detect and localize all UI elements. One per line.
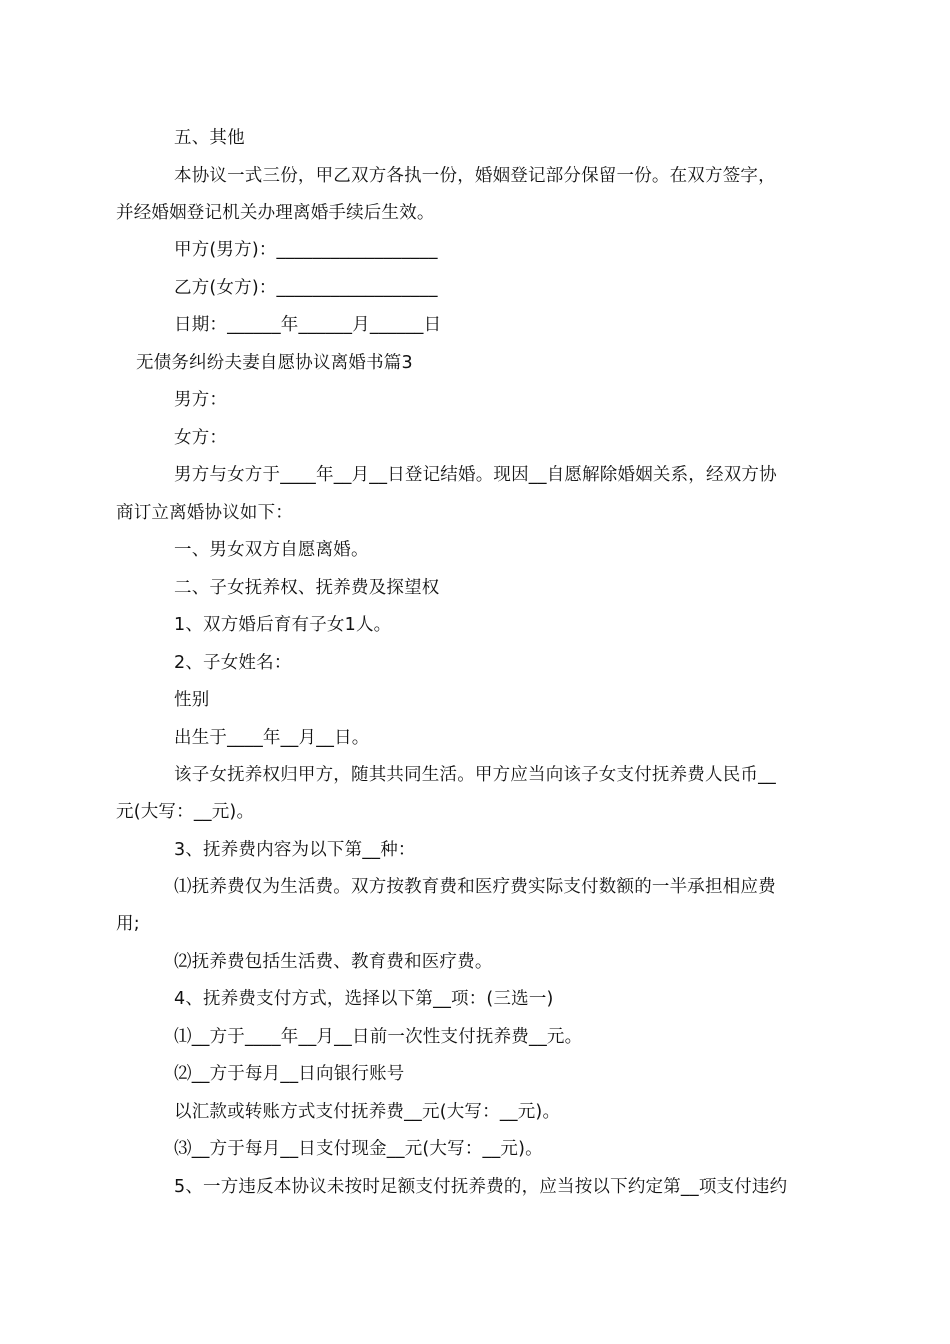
signature-date: 日期：______年______月______日 bbox=[174, 315, 442, 335]
signature-party-b: 乙方(女方)：__________________ bbox=[174, 278, 438, 298]
clause-item: 出生于____年__月__日。 bbox=[174, 728, 370, 748]
signature-party-a: 甲方(男方)：__________________ bbox=[174, 240, 438, 260]
paragraph-line: 商订立离婚协议如下： bbox=[116, 503, 293, 523]
clause-item: 以汇款或转账方式支付抚养费__元(大写：__元)。 bbox=[174, 1102, 561, 1122]
section-heading-other: 五、其他 bbox=[174, 128, 245, 148]
clause-item: 1、双方婚后育有子女1人。 bbox=[174, 615, 392, 635]
paragraph-line: 用; bbox=[116, 914, 140, 934]
clause-item: ⑵抚养费包括生活费、教育费和医疗费。 bbox=[174, 952, 493, 972]
clause-one: 一、男女双方自愿离婚。 bbox=[174, 540, 369, 560]
paragraph-line: 男方与女方于____年__月__日登记结婚。现因__自愿解除婚姻关系，经双方协 bbox=[174, 465, 777, 485]
paragraph-line: 元(大写：__元)。 bbox=[116, 802, 255, 822]
paragraph-line: 本协议一式三份，甲乙双方各执一份，婚姻登记部分保留一份。在双方签字， bbox=[174, 166, 776, 186]
paragraph-line: 该子女抚养权归甲方，随其共同生活。甲方应当向该子女支付抚养费人民币__ bbox=[174, 765, 776, 785]
man-label: 男方： bbox=[174, 390, 228, 410]
clause-item: ⑴__方于____年__月__日前一次性支付抚养费__元。 bbox=[174, 1027, 583, 1047]
paragraph-line: 并经婚姻登记机关办理离婚手续后生效。 bbox=[116, 203, 435, 223]
clause-item: 2、子女姓名： bbox=[174, 653, 292, 673]
clause-item: 性别 bbox=[174, 690, 210, 710]
document-title: 无债务纠纷夫妻自愿协议离婚书篇3 bbox=[136, 353, 413, 373]
clause-two: 二、子女抚养权、抚养费及探望权 bbox=[174, 578, 440, 598]
clause-item: 3、抚养费内容为以下第__种： bbox=[174, 840, 416, 860]
paragraph-line: ⑴抚养费仅为生活费。双方按教育费和医疗费实际支付数额的一半承担相应费 bbox=[174, 877, 776, 897]
woman-label: 女方： bbox=[174, 428, 228, 448]
clause-item: 5、一方违反本协议未按时足额支付抚养费的，应当按以下约定第__项支付违约 bbox=[174, 1177, 788, 1197]
clause-item: 4、抚养费支付方式，选择以下第__项：(三选一) bbox=[174, 989, 554, 1009]
clause-item: ⑶__方于每月__日支付现金__元(大写：__元)。 bbox=[174, 1139, 543, 1159]
clause-item: ⑵__方于每月__日向银行账号 bbox=[174, 1064, 405, 1084]
